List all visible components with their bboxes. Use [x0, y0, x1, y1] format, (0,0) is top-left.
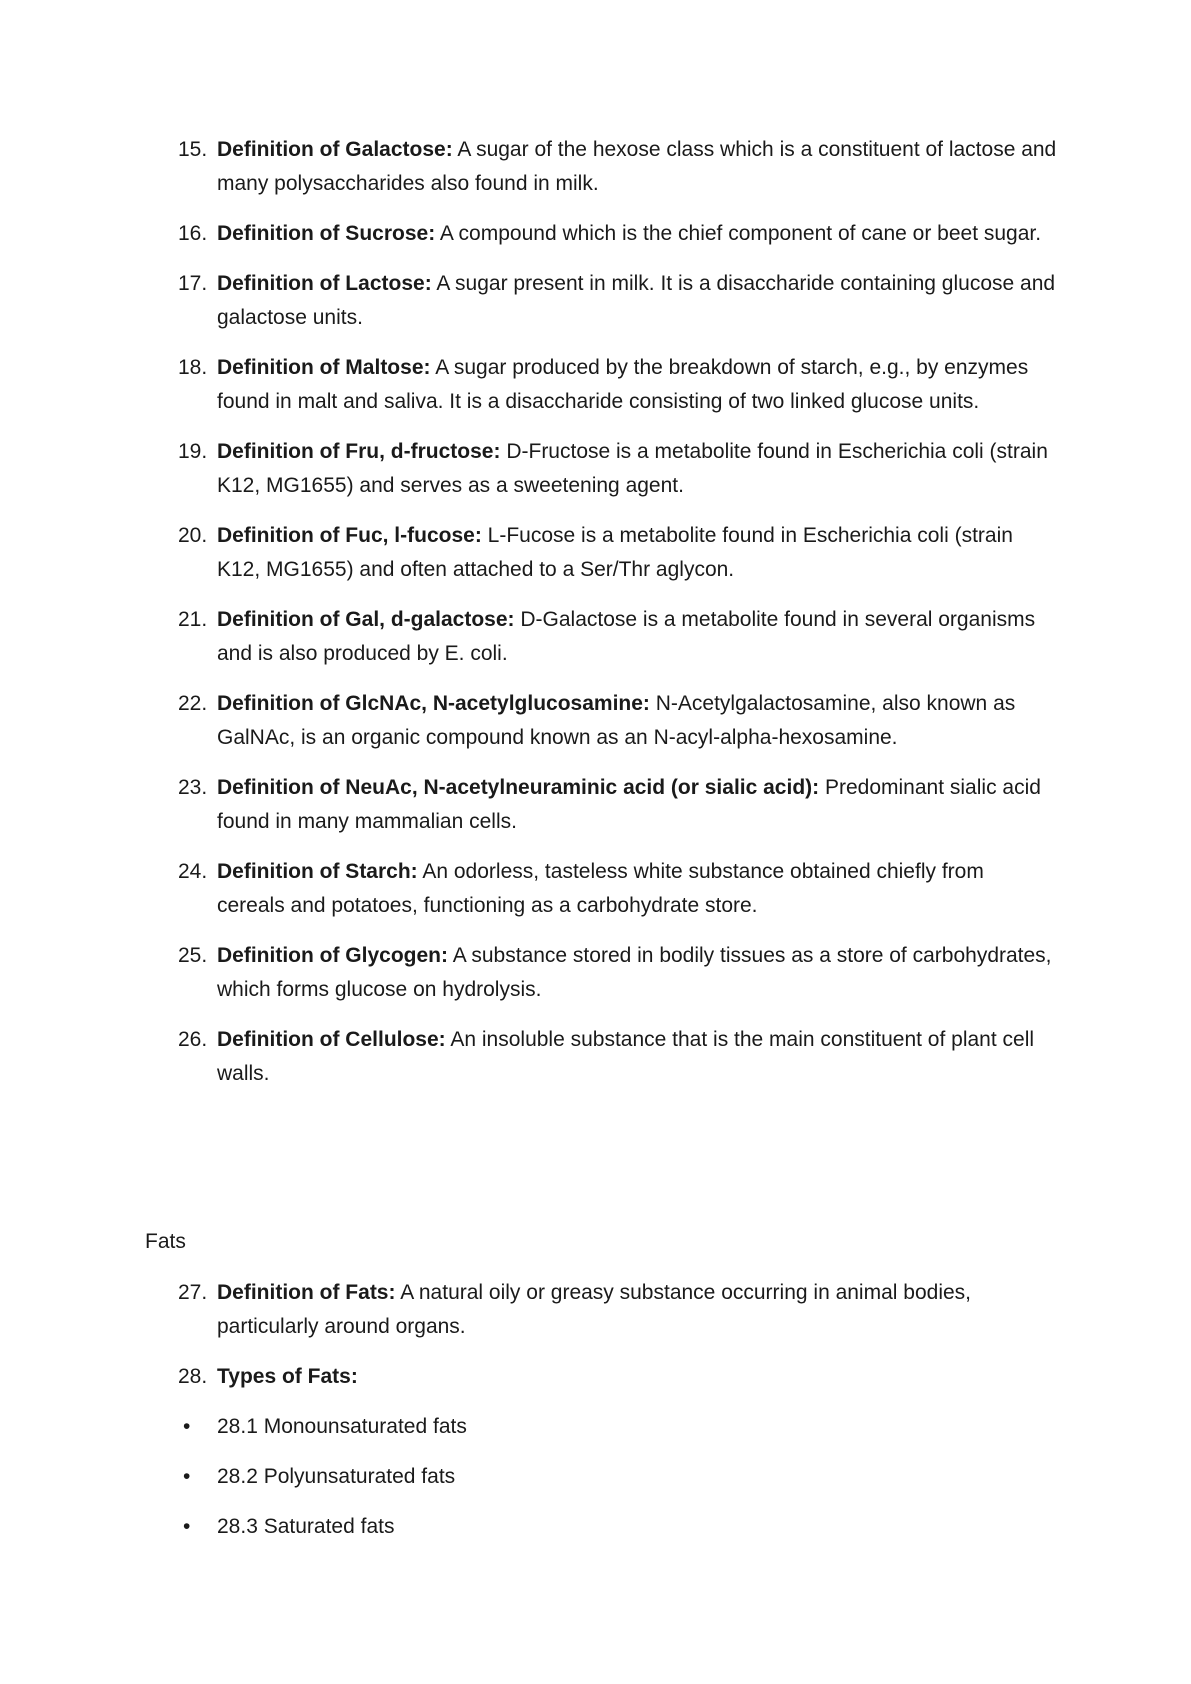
bullet-icon: • — [183, 1515, 191, 1538]
item-number: 20. — [178, 524, 208, 547]
carbohydrate-definitions-list — [0, 133, 1191, 1107]
definition-text: An insoluble substance that is the main constituent of plant cell walls. — [217, 1028, 1035, 1085]
definition-item-17 — [0, 267, 1057, 335]
definition-text: A substance stored in bodily tissues as a store of carbohydrates, which forms glucose on hydrolysis. — [217, 944, 1052, 1001]
definition-item-22 — [0, 687, 1057, 755]
definition-text: A sugar produced by the breakdown of starch, e.g., by enzymes found in malt and saliva. It is a disaccharide consisting of two linked glucose units. — [217, 356, 1029, 413]
definition-text: Predominant sialic acid found in many mammalian cells. — [217, 776, 1041, 833]
definition-term: Definition of Fats: — [217, 1281, 396, 1304]
definition-term: Definition of Galactose: — [217, 138, 453, 161]
definition-term: Definition of Sucrose: — [217, 222, 436, 245]
item-number: 18. — [178, 356, 208, 379]
definition-text: An odorless, tasteless white substance obtained chiefly from cereals and potatoes, functioning as a carbohydrate store. — [217, 860, 984, 917]
definition-term: Definition of GlcNAc, N-acetylglucosamine: — [217, 692, 650, 715]
definition-item-26 — [0, 1023, 1057, 1091]
definition-term: Definition of Lactose: — [217, 272, 432, 295]
definition-item-25 — [0, 939, 1057, 1007]
fat-type-label: 28.1 Monounsaturated fats — [217, 1415, 467, 1438]
item-number: 16. — [178, 222, 208, 245]
bullet-icon: • — [183, 1465, 191, 1488]
definition-item-21 — [0, 603, 1057, 671]
item-number: 23. — [178, 776, 208, 799]
definition-item-23 — [0, 771, 1057, 839]
definition-term: Definition of NeuAc, N-acetylneuraminic acid (or sialic acid): — [217, 776, 820, 799]
definition-text: N-Acetylgalactosamine, also known as GalNAc, is an organic compound known as an N-acyl-alpha-hexosamine. — [217, 692, 1016, 749]
definition-term: Definition of Starch: — [217, 860, 418, 883]
item-number: 27. — [178, 1281, 208, 1304]
definition-item-24 — [0, 855, 1057, 923]
bullet-icon: • — [183, 1415, 191, 1438]
definition-item-28 — [0, 1360, 1057, 1394]
fat-type-item — [0, 1410, 1191, 1444]
fat-type-label: 28.2 Polyunsaturated fats — [217, 1465, 456, 1488]
fat-type-label: 28.3 Saturated fats — [217, 1515, 395, 1538]
definition-term: Definition of Gal, d-galactose: — [217, 608, 515, 631]
item-number: 26. — [178, 1028, 208, 1051]
definition-term: Definition of Maltose: — [217, 356, 431, 379]
fat-definitions-list — [0, 1276, 1191, 1560]
definition-item-27 — [0, 1276, 1057, 1344]
definition-item-15 — [0, 133, 1057, 201]
item-number: 21. — [178, 608, 208, 631]
definition-text: L-Fucose is a metabolite found in Escherichia coli (strain K12, MG1655) and often attached to a Ser/Thr aglycon. — [217, 524, 1013, 581]
definition-term: Definition of Fru, d-fructose: — [217, 440, 501, 463]
item-number: 22. — [178, 692, 208, 715]
item-number: 25. — [178, 944, 208, 967]
definition-text: D-Fructose is a metabolite found in Escherichia coli (strain K12, MG1655) and serves as a sweetening agent. — [217, 440, 1048, 497]
item-number: 24. — [178, 860, 208, 883]
definition-text: A sugar present in milk. It is a disaccharide containing glucose and galactose units. — [217, 272, 1056, 329]
definition-text: A sugar of the hexose class which is a constituent of lactose and many polysaccharides also found in milk. — [217, 138, 1057, 195]
definition-text: A natural oily or greasy substance occurring in animal bodies, particularly around organs. — [217, 1281, 971, 1338]
definition-term: Definition of Fuc, l-fucose: — [217, 524, 482, 547]
item-number: 15. — [178, 138, 208, 161]
item-number: 17. — [178, 272, 208, 295]
definition-text: D-Galactose is a metabolite found in several organisms and is also produced by E. coli. — [217, 608, 1036, 665]
definition-term: Definition of Cellulose: — [217, 1028, 446, 1051]
definition-item-18 — [0, 351, 1057, 419]
definition-text: A compound which is the chief component of cane or beet sugar. — [439, 222, 1042, 245]
fat-type-item — [0, 1510, 1191, 1544]
definition-term: Types of Fats: — [217, 1365, 358, 1388]
definition-item-19 — [0, 435, 1057, 503]
definition-term: Definition of Glycogen: — [217, 944, 448, 967]
item-number: 19. — [178, 440, 208, 463]
definition-item-20 — [0, 519, 1057, 587]
item-number: 28. — [178, 1365, 208, 1388]
fat-type-item — [0, 1460, 1191, 1494]
section-heading-fats: Fats — [145, 1230, 186, 1253]
definition-item-16 — [0, 217, 1057, 251]
